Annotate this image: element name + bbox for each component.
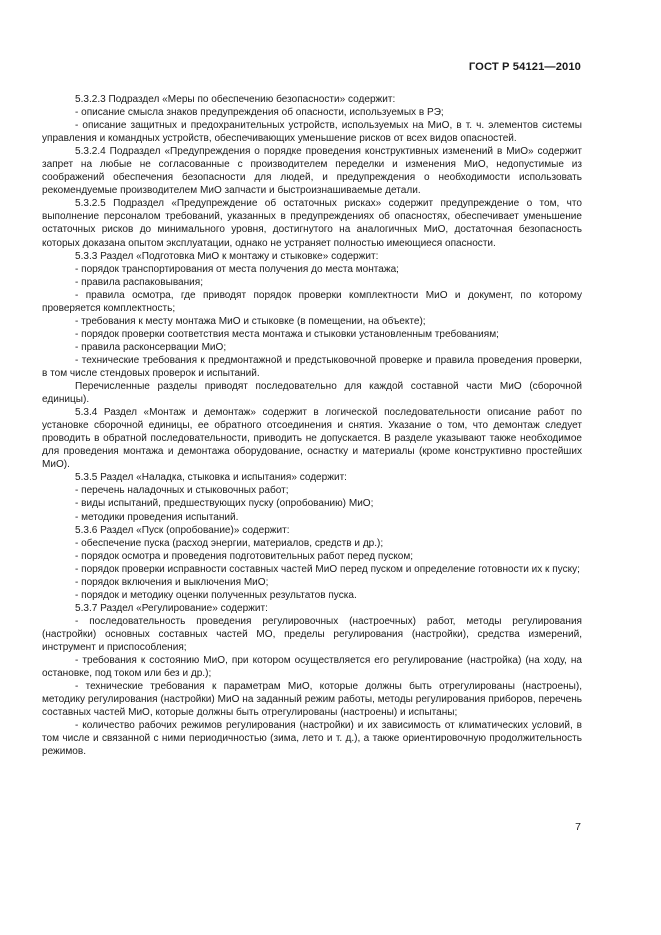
paragraph: Перечисленные разделы приводят последовательно для каждой составной части МиО (сборочной единицы). <box>42 381 582 406</box>
list-item: - требования к месту монтажа МиО и стыковке (в помещении, на объекте); <box>75 315 426 327</box>
paragraph: 5.3.2.5 Подраздел «Предупреждение об остаточных рисках» содержит предупреждение о том, что выполнение персоналом требований, указанных в предупреждениях об опасностях, обеспечивает уменьшение остаточных рисков до минимального уровня, достигнутого на аналогичных МиО, достаточная безопасность которых доказана опытом эксплуатации, однако не устраняет полностью имеющиеся опасности. <box>42 198 582 249</box>
list-item: - перечень наладочных и стыковочных работ; <box>75 485 289 497</box>
document-body <box>42 93 582 758</box>
list-item: - порядок проверки исправности составных частей МиО перед пуском и определение готовности их к пуску; <box>75 563 580 575</box>
list-item: - порядок проверки соответствия места монтажа и стыковки установленным требованиям; <box>75 328 499 340</box>
paragraph: 5.3.5 Раздел «Наладка, стыковка и испытания» содержит: <box>75 472 347 484</box>
list-item: - правила распаковывания; <box>75 276 204 288</box>
list-item: - виды испытаний, предшествующих пуску (опробованию) МиО; <box>75 498 374 510</box>
list-item: - обеспечение пуска (расход энергии, материалов, средств и др.); <box>75 537 384 549</box>
page-number: 7 <box>575 821 581 833</box>
list-item: - описание защитных и предохранительных устройств, используемых на МиО, в т. ч. элементов системы управления и командных устройств, обеспечивающих уменьшение рисков от всех видов опасностей. <box>42 120 582 145</box>
list-item: - порядок и методику оценки полученных результатов пуска. <box>75 589 357 601</box>
list-item: - последовательность проведения регулировочных (настроечных) работ, методы регулирования (настройки) основных составных частей МО, пределы регулирования (настройки), средства измерений, инструмент и приспособления; <box>42 615 582 653</box>
list-item: - технические требования к параметрам МиО, которые должны быть отрегулированы (настроены), методику регулирования (настройки) МиО на заданный режим работы, методы регулирования приборов, перечень составных частей МиО, которые должны быть отрегулированы (настроены) и испытаны; <box>42 681 582 719</box>
paragraph: 5.3.6 Раздел «Пуск (опробование)» содержит: <box>75 524 290 536</box>
list-item: - порядок осмотра и проведения подготовительных работ перед пуском; <box>75 550 414 562</box>
list-item: - правила расконсервации МиО; <box>75 341 227 353</box>
paragraph: 5.3.2.4 Подраздел «Предупреждения о порядке проведения конструктивных изменений в МиО» содержит запрет на любые не согласованные с производителем переделки и изменения МиО, недопустимые из соображений обеспечения безопасности для людей, и предупреждения о необходимости использовать рекомендуемые производителем МиО запчасти и быстроизнашиваемые детали. <box>42 146 582 197</box>
list-item: - порядок включения и выключения МиО; <box>75 576 269 588</box>
list-item: - правила осмотра, где приводят порядок проверки комплектности МиО и документ, по которому проверяется комплектность; <box>42 289 582 314</box>
list-item: - методики проведения испытаний. <box>75 511 239 523</box>
list-item: - требования к состоянию МиО, при котором осуществляется его регулирование (настройка) (на ходу, на остановке, под током или без и др.); <box>42 655 582 680</box>
list-item: - технические требования к предмонтажной и предстыковочной проверке и правила проведения проверки, в том числе стендовых проверок и испытаний. <box>42 354 582 379</box>
document-standard-number: ГОСТ Р 54121—2010 <box>468 61 581 73</box>
paragraph: 5.3.3 Раздел «Подготовка МиО к монтажу и стыковке» содержит: <box>75 250 379 262</box>
paragraph: 5.3.7 Раздел «Регулирование» содержит: <box>75 602 268 614</box>
paragraph: 5.3.4 Раздел «Монтаж и демонтаж» содержит в логической последовательности описание работ по установке сборочной единицы, ее обратного отсоединения и снятия. Указание о том, что демонтаж следует проводить в обратной последовательности, приводить не допускается. В разделе указывают также необходимое для проведения монтажа и демонтажа оборудование, оснастку и материалы (кроме конструктивно простейших МиО). <box>42 407 582 471</box>
list-item: - порядок транспортирования от места получения до места монтажа; <box>75 263 399 275</box>
paragraph: 5.3.2.3 Подраздел «Меры по обеспечению безопасности» содержит: <box>75 94 396 105</box>
list-item: - описание смысла знаков предупреждения об опасности, используемых в РЭ; <box>75 107 444 119</box>
list-item: - количество рабочих режимов регулирования (настройки) и их зависимость от климатических условий, в том числе и связанной с ними периодичностью (зима, лето и т. д.), а также ориентировочную продолжительность режимов. <box>42 720 582 758</box>
